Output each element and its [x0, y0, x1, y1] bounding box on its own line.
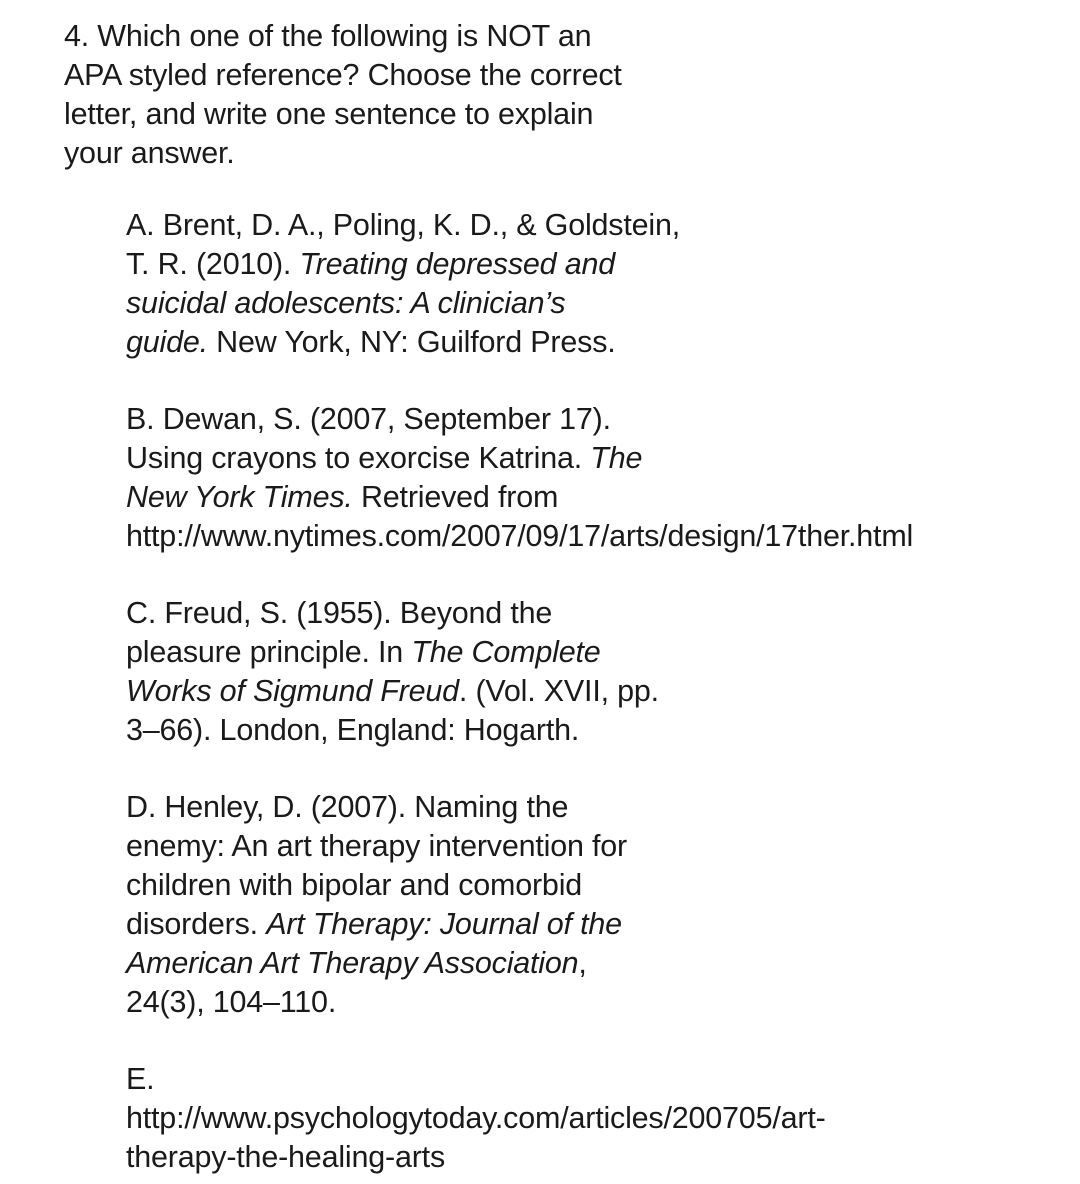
option-b-line: B. Dewan, S. (2007, September 17). [126, 402, 611, 436]
option-a-book-title: guide. [126, 325, 208, 359]
option-b-text: Using crayons to exorcise Katrina. [126, 441, 591, 475]
option-a-line [126, 323, 616, 362]
question-line: your answer. [64, 136, 235, 170]
option-a-line [126, 284, 565, 323]
option-d-line: enemy: An art therapy intervention for [126, 829, 628, 863]
option-c-line: C. Freud, S. (1955). Beyond the [126, 596, 553, 630]
option-a-text: T. R. (2010). [126, 247, 300, 281]
option-b-url: http://www.nytimes.com/2007/09/17/arts/design/17ther.html [126, 519, 914, 553]
option-a-line [126, 245, 615, 284]
option-b-line [126, 439, 642, 478]
option-c-text: . (Vol. XVII, pp. [458, 674, 659, 708]
option-d-line [126, 944, 587, 983]
option-e-url: therapy-the-healing-arts [126, 1140, 446, 1174]
option-d-line [126, 905, 622, 944]
option-b-line [126, 478, 558, 517]
option-d-text: , [578, 946, 587, 980]
option-b-newspaper: The [590, 441, 643, 475]
option-c-book-title: Works of Sigmund Freud [126, 674, 459, 708]
option-d-line: 24(3), 104–110. [126, 985, 337, 1019]
option-d-line: D. Henley, D. (2007). Naming the [126, 790, 569, 824]
option-a-book-title: Treating depressed and [299, 247, 615, 281]
option-c-text: pleasure principle. In [126, 635, 412, 669]
option-a-text: New York, NY: Guilford Press. [207, 325, 616, 359]
option-c-line [126, 672, 659, 711]
option-b-newspaper: New York Times. [126, 480, 353, 514]
option-b-text: Retrieved from [352, 480, 559, 514]
option-a-line: A. Brent, D. A., Poling, K. D., & Goldstein, [126, 208, 681, 242]
question-line: APA styled reference? Choose the correct [64, 58, 622, 92]
question-line: letter, and write one sentence to explain [64, 97, 594, 131]
option-e-line: E. [126, 1062, 155, 1096]
option-d-journal: Art Therapy: Journal of the [266, 907, 622, 941]
option-e-url: http://www.psychologytoday.com/articles/200705/art- [126, 1101, 826, 1135]
option-a-book-title: suicidal adolescents: A clinician’s [126, 286, 566, 320]
option-d-journal: American Art Therapy Association [126, 946, 579, 980]
question-line: 4. Which one of the following is NOT an [64, 19, 592, 53]
option-c-line: 3–66). London, England: Hogarth. [126, 713, 580, 747]
option-c-book-title: The Complete [411, 635, 601, 669]
option-d-line: children with bipolar and comorbid [126, 868, 583, 902]
option-c-line [126, 633, 601, 672]
option-d-text: disorders. [126, 907, 267, 941]
